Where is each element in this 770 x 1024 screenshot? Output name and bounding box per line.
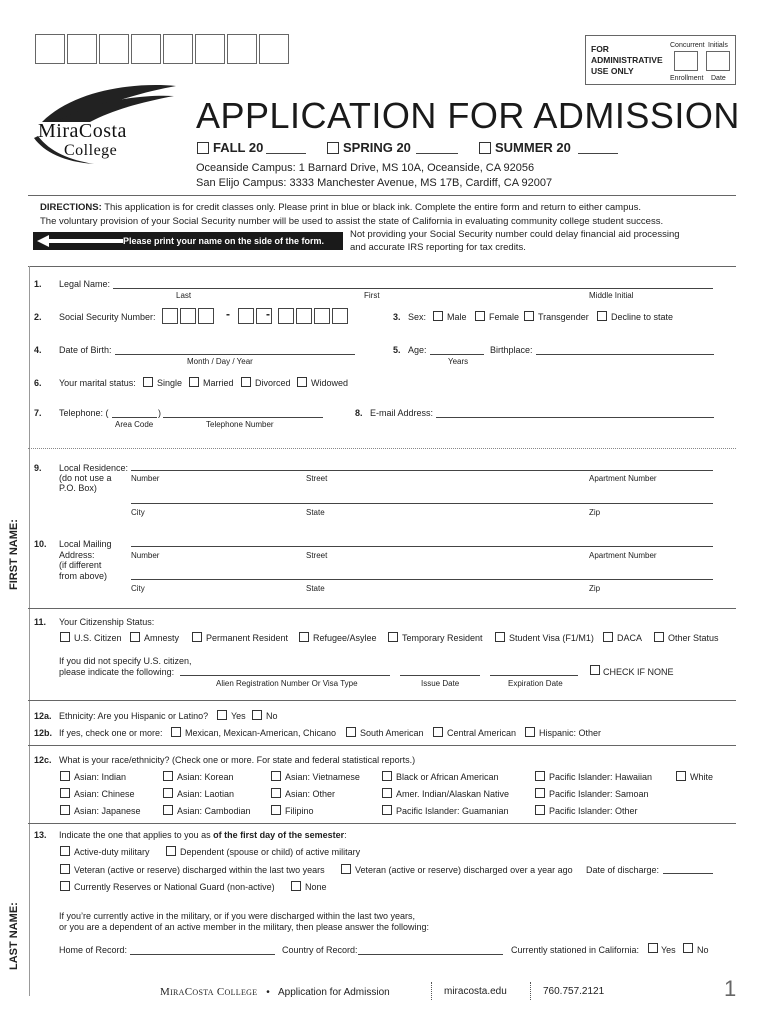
race-option: Amer. Indian/Alaskan Native bbox=[396, 789, 510, 799]
military-info-line1: If you’re currently active in the military, or if you were discharged within the last two years, bbox=[59, 911, 415, 921]
q12a-label: Ethnicity: Are you Hispanic or Latino? bbox=[59, 711, 209, 721]
page-number: 1 bbox=[724, 976, 737, 1001]
q12b-label: If yes, check one or more: bbox=[59, 728, 163, 738]
race-option: Asian: Cambodian bbox=[177, 806, 251, 816]
q1-label: Legal Name: bbox=[59, 279, 111, 289]
home-record-label: Home of Record: bbox=[59, 945, 128, 955]
check-if-none-checkbox[interactable] bbox=[590, 665, 600, 675]
print-name-arrow bbox=[33, 232, 343, 250]
reserves-label: Currently Reserves or National Guard (non-active) bbox=[74, 882, 275, 892]
hispanic-option-checkbox[interactable] bbox=[525, 727, 535, 737]
expiration-caption: Expiration Date bbox=[508, 679, 563, 688]
race-checkbox[interactable] bbox=[535, 805, 545, 815]
date-label: Date bbox=[711, 75, 726, 82]
residence-zip-caption: Zip bbox=[589, 508, 601, 517]
years-caption: Years bbox=[448, 357, 469, 366]
directions-line1: DIRECTIONS: This application is for credit classes only. Please print in blue or black ink. Complete the entire form and return to either campus. bbox=[40, 202, 642, 213]
email-field[interactable] bbox=[436, 417, 714, 418]
hispanic-option: Mexican, Mexican-American, Chicano bbox=[185, 728, 337, 738]
last-caption: Last bbox=[176, 291, 192, 300]
country-record-field[interactable] bbox=[358, 954, 503, 955]
stationed-no-checkbox[interactable] bbox=[683, 943, 693, 953]
dependent-checkbox[interactable] bbox=[166, 846, 176, 856]
q12a-number: 12a. bbox=[34, 711, 52, 721]
ifnot-line2: please indicate the following: bbox=[59, 667, 175, 677]
sex-female-checkbox[interactable] bbox=[475, 311, 485, 321]
alien-caption: Alien Registration Number Or Visa Type bbox=[216, 679, 358, 688]
footer-app: Application for Admission bbox=[277, 987, 390, 998]
stationed-label: Currently stationed in California: bbox=[511, 945, 640, 955]
q9-label: Local Residence: (do not use a P.O. Box) bbox=[59, 463, 129, 493]
college-logo bbox=[34, 80, 184, 170]
military-info-line2: or you are a dependent of an active member in the military, then please answer the following: bbox=[59, 922, 430, 932]
footer-college: MiraCosta College bbox=[160, 986, 258, 998]
hispanic-no-label: No bbox=[266, 711, 278, 721]
initials-label: Initials bbox=[708, 42, 728, 49]
sex-transgender-label: Transgender bbox=[538, 312, 589, 322]
sex-male-checkbox[interactable] bbox=[433, 311, 443, 321]
admin-box bbox=[585, 35, 736, 85]
hispanic-option-checkbox[interactable] bbox=[171, 727, 181, 737]
q10-number: 10. bbox=[34, 539, 47, 549]
veteran-2yr-label: Veteran (active or reserve) discharged within the last two years bbox=[74, 865, 325, 875]
code-box[interactable] bbox=[99, 34, 129, 64]
footer-bullet: • bbox=[266, 987, 270, 998]
q9-number: 9. bbox=[34, 463, 42, 473]
mailing-street-caption: Street bbox=[306, 551, 328, 560]
mailing-line2[interactable] bbox=[131, 579, 713, 580]
residence-apt-caption: Apartment Number bbox=[589, 474, 657, 483]
residence-state-caption: State bbox=[306, 508, 325, 517]
residence-line1[interactable] bbox=[131, 470, 713, 471]
dob-field[interactable] bbox=[115, 354, 355, 355]
mailing-state-caption: State bbox=[306, 584, 325, 593]
race-option: White bbox=[690, 772, 714, 782]
marital-divorced-label: Divorced bbox=[255, 378, 291, 388]
area-code-caption: Area Code bbox=[115, 420, 154, 429]
citizenship-option: Temporary Resident bbox=[402, 633, 483, 643]
marital-widowed-checkbox[interactable] bbox=[297, 377, 307, 387]
hispanic-option-checkbox[interactable] bbox=[346, 727, 356, 737]
race-checkbox[interactable] bbox=[382, 771, 392, 781]
legal-name-field[interactable] bbox=[113, 288, 713, 289]
residence-line2[interactable] bbox=[131, 503, 713, 504]
q12c-number: 12c. bbox=[34, 755, 52, 765]
q4-number: 4. bbox=[34, 345, 42, 355]
last-name-side-label: LAST NAME: bbox=[8, 902, 20, 970]
age-field[interactable] bbox=[430, 354, 484, 355]
telephone-caption: Telephone Number bbox=[206, 420, 274, 429]
footer bbox=[160, 986, 390, 998]
telephone-field[interactable] bbox=[163, 417, 323, 418]
mailing-zip-caption: Zip bbox=[589, 584, 601, 593]
active-duty-label: Active-duty military bbox=[74, 847, 150, 857]
q8-number: 8. bbox=[355, 408, 363, 418]
code-box[interactable] bbox=[227, 34, 257, 64]
race-option: Asian: Korean bbox=[177, 772, 234, 782]
concurrent-label: Concurrent bbox=[670, 42, 705, 49]
issue-caption: Issue Date bbox=[421, 679, 460, 688]
mailing-number-caption: Number bbox=[131, 551, 160, 560]
race-option: Pacific Islander: Guamanian bbox=[396, 806, 509, 816]
hispanic-option: Central American bbox=[447, 728, 517, 738]
citizenship-checkbox[interactable] bbox=[130, 632, 140, 642]
hispanic-option: South American bbox=[360, 728, 424, 738]
q11-number: 11. bbox=[34, 617, 47, 627]
q7-number: 7. bbox=[34, 408, 42, 418]
race-option: Pacific Islander: Other bbox=[549, 806, 638, 816]
marital-married-label: Married bbox=[203, 378, 234, 388]
marital-widowed-label: Widowed bbox=[311, 378, 349, 388]
hispanic-no-checkbox[interactable] bbox=[252, 710, 262, 720]
expiration-date-field[interactable] bbox=[490, 675, 578, 676]
code-box[interactable] bbox=[35, 34, 65, 64]
q3-number: 3. bbox=[393, 312, 401, 322]
footer-phone: 760.757.2121 bbox=[543, 986, 605, 997]
race-option: Asian: Japanese bbox=[74, 806, 141, 816]
logo-line1: MiraCosta bbox=[38, 120, 127, 142]
country-record-label: Country of Record: bbox=[282, 945, 358, 955]
citizenship-option: Refugee/Asylee bbox=[313, 633, 377, 643]
hispanic-option: Hispanic: Other bbox=[539, 728, 602, 738]
race-option: Asian: Vietnamese bbox=[285, 772, 360, 782]
admin-label: FOR bbox=[591, 44, 609, 54]
q12c-label: What is your race/ethnicity? (Check one or more. For state and federal statistical reports.) bbox=[59, 755, 416, 765]
mailing-line1[interactable] bbox=[131, 546, 713, 547]
race-option: Pacific Islander: Samoan bbox=[549, 789, 649, 799]
mailing-city-caption: City bbox=[131, 584, 145, 593]
race-checkbox[interactable] bbox=[163, 805, 173, 815]
directions-line2: The voluntary provision of your Social Security number will be used to assist the state of California in evaluating community college student success. bbox=[40, 216, 664, 227]
area-code-field[interactable] bbox=[112, 417, 157, 418]
term-summer-label: SUMMER 20 bbox=[495, 140, 571, 155]
marital-single-label: Single bbox=[157, 378, 183, 388]
none-label: None bbox=[305, 882, 327, 892]
race-option: Filipino bbox=[285, 806, 314, 816]
race-checkbox[interactable] bbox=[271, 771, 281, 781]
hispanic-yes-checkbox[interactable] bbox=[217, 710, 227, 720]
discharge-date-field[interactable] bbox=[663, 873, 713, 874]
citizenship-checkbox[interactable] bbox=[60, 632, 70, 642]
residence-street-caption: Street bbox=[306, 474, 328, 483]
check-if-none-label: CHECK IF NONE bbox=[603, 667, 674, 677]
issue-date-field[interactable] bbox=[400, 675, 480, 676]
code-box[interactable] bbox=[259, 34, 289, 64]
enrollment-box[interactable] bbox=[674, 51, 698, 71]
race-checkbox[interactable] bbox=[535, 771, 545, 781]
citizenship-option: DACA bbox=[617, 633, 643, 643]
date-box[interactable] bbox=[706, 51, 730, 71]
hispanic-option-checkbox[interactable] bbox=[433, 727, 443, 737]
q2-label: Social Security Number: bbox=[59, 312, 156, 322]
page-title: APPLICATION FOR ADMISSION bbox=[196, 95, 740, 136]
citizenship-option: Other Status bbox=[668, 633, 719, 643]
admin-label: USE ONLY bbox=[591, 66, 634, 76]
citizenship-option: U.S. Citizen bbox=[74, 633, 122, 643]
code-box[interactable] bbox=[163, 34, 193, 64]
residence-number-caption: Number bbox=[131, 474, 160, 483]
q2-number: 2. bbox=[34, 312, 42, 322]
q5-label: Age: bbox=[408, 345, 427, 355]
stationed-yes-checkbox[interactable] bbox=[648, 943, 658, 953]
residence-city-caption: City bbox=[131, 508, 145, 517]
citizenship-checkbox[interactable] bbox=[299, 632, 309, 642]
term-spring-label: SPRING 20 bbox=[343, 140, 411, 155]
citizenship-checkbox[interactable] bbox=[495, 632, 505, 642]
sex-transgender-checkbox[interactable] bbox=[524, 311, 534, 321]
marital-married-checkbox[interactable] bbox=[189, 377, 199, 387]
reserves-checkbox[interactable] bbox=[60, 881, 70, 891]
race-checkbox[interactable] bbox=[382, 788, 392, 798]
admin-label: ADMINISTRATIVE bbox=[591, 55, 663, 65]
race-checkbox[interactable] bbox=[60, 805, 70, 815]
citizenship-checkbox[interactable] bbox=[654, 632, 664, 642]
race-checkbox[interactable] bbox=[60, 771, 70, 781]
enrollment-label: Enrollment bbox=[670, 75, 704, 82]
q13-number: 13. bbox=[34, 830, 47, 840]
q6-label: Your marital status: bbox=[59, 378, 136, 388]
code-box[interactable] bbox=[67, 34, 97, 64]
first-caption: First bbox=[364, 291, 380, 300]
birthplace-field[interactable] bbox=[536, 354, 714, 355]
left-arrow-icon bbox=[35, 232, 125, 250]
logo-line2: College bbox=[64, 142, 118, 159]
q7-close: ) bbox=[158, 408, 161, 418]
citizenship-checkbox[interactable] bbox=[603, 632, 613, 642]
oceanside-address: Oceanside Campus: 1 Barnard Drive, MS 10A, Oceanside, CA 92056 bbox=[196, 162, 535, 174]
citizenship-option: Permanent Resident bbox=[206, 633, 289, 643]
directions-line4: and accurate IRS reporting for tax credits. bbox=[350, 242, 526, 253]
race-checkbox[interactable] bbox=[163, 788, 173, 798]
mailing-apt-caption: Apartment Number bbox=[589, 551, 657, 560]
q13-label: Indicate the one that applies to you as of the first day of the semester: bbox=[59, 830, 347, 840]
veteran-year-label: Veteran (active or reserve) discharged over a year ago bbox=[355, 865, 573, 875]
directions-line3: Not providing your Social Security number could delay financial aid processing bbox=[350, 229, 680, 240]
race-option: Asian: Laotian bbox=[177, 789, 235, 799]
q1-number: 1. bbox=[34, 279, 42, 289]
ifnot-line1: If you did not specify U.S. citizen, bbox=[59, 656, 192, 666]
term-fall-label: FALL 20 bbox=[213, 140, 264, 155]
race-option: Asian: Other bbox=[285, 789, 336, 799]
first-name-side-label: FIRST NAME: bbox=[8, 519, 20, 590]
footer-divider bbox=[530, 982, 531, 1000]
q4-label: Date of Birth: bbox=[59, 345, 112, 355]
race-option: Pacific Islander: Hawaiian bbox=[549, 772, 653, 782]
citizenship-option: Student Visa (F1/M1) bbox=[509, 633, 594, 643]
race-option: Black or African American bbox=[396, 772, 499, 782]
citizenship-checkbox[interactable] bbox=[388, 632, 398, 642]
race-checkbox[interactable] bbox=[535, 788, 545, 798]
marital-divorced-checkbox[interactable] bbox=[241, 377, 251, 387]
race-checkbox[interactable] bbox=[271, 788, 281, 798]
q10-label: Local Mailing Address: (if different from above) bbox=[59, 539, 112, 581]
hispanic-yes-label: Yes bbox=[231, 711, 246, 721]
sex-decline-label: Decline to state bbox=[611, 312, 674, 322]
q8-label: E-mail Address: bbox=[370, 408, 434, 418]
sex-female-label: Female bbox=[489, 312, 520, 322]
marital-single-checkbox[interactable] bbox=[143, 377, 153, 387]
footer-divider bbox=[431, 982, 432, 1000]
q3-label: Sex: bbox=[408, 312, 427, 322]
print-name-text: Please print your name on the side of the form. bbox=[123, 236, 325, 246]
race-option: Asian: Chinese bbox=[74, 789, 135, 799]
q11-label: Your Citizenship Status: bbox=[59, 617, 155, 627]
veteran-year-checkbox[interactable] bbox=[341, 864, 351, 874]
citizenship-checkbox[interactable] bbox=[192, 632, 202, 642]
race-checkbox[interactable] bbox=[382, 805, 392, 815]
q6-number: 6. bbox=[34, 378, 42, 388]
race-checkbox[interactable] bbox=[163, 771, 173, 781]
q5-number: 5. bbox=[393, 345, 401, 355]
footer-web: miracosta.edu bbox=[444, 986, 507, 997]
none-checkbox[interactable] bbox=[291, 881, 301, 891]
race-checkbox[interactable] bbox=[60, 788, 70, 798]
home-record-field[interactable] bbox=[130, 954, 275, 955]
code-box[interactable] bbox=[131, 34, 161, 64]
middle-caption: Middle Initial bbox=[589, 291, 634, 300]
dependent-label: Dependent (spouse or child) of active military bbox=[180, 847, 361, 857]
citizenship-option: Amnesty bbox=[144, 633, 180, 643]
birthplace-label: Birthplace: bbox=[490, 345, 533, 355]
side-divider bbox=[29, 266, 30, 996]
sex-male-label: Male bbox=[447, 312, 467, 322]
stationed-yes-label: Yes bbox=[661, 945, 676, 955]
race-checkbox[interactable] bbox=[271, 805, 281, 815]
code-box[interactable] bbox=[195, 34, 225, 64]
q12b-number: 12b. bbox=[34, 728, 53, 738]
active-duty-checkbox[interactable] bbox=[60, 846, 70, 856]
sanelijo-address: San Elijo Campus: 3333 Manchester Avenue, MS 17B, Cardiff, CA 92007 bbox=[196, 177, 553, 189]
dob-caption: Month / Day / Year bbox=[187, 357, 253, 366]
race-checkbox[interactable] bbox=[676, 771, 686, 781]
alien-number-field[interactable] bbox=[180, 675, 390, 676]
veteran-2yr-checkbox[interactable] bbox=[60, 864, 70, 874]
race-option: Asian: Indian bbox=[74, 772, 127, 782]
sex-decline-checkbox[interactable] bbox=[597, 311, 607, 321]
stationed-no-label: No bbox=[697, 945, 709, 955]
discharge-label: Date of discharge: bbox=[586, 865, 660, 875]
q7-label: Telephone: ( bbox=[59, 408, 109, 418]
